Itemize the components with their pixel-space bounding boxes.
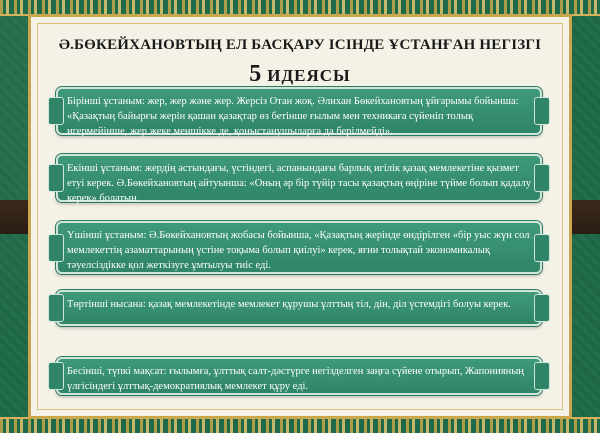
principle-text: Төртінші нысана: қазақ мемлекетінде мемлекет құрушы ұлттың тіл, дін, діл үстемдігі болуы керек.: [67, 299, 511, 310]
principle-card-1: [56, 87, 542, 135]
principle-card-4: [56, 290, 542, 326]
principle-card-2: [56, 154, 542, 202]
principle-card-3: [56, 221, 542, 274]
principle-text: Екінші ұстаным: жердің астындағы, үстіндегі, аспанындағы барлық игілік қазақ мемлекетіне қызмет етуі керек. Ә.Бөкейхановтың айтуынша: «Оның әр бір түйір тасы қазақтың өңіріне түйме болып қадалу керек» болатын.: [67, 163, 531, 204]
slide-subtitle: [31, 61, 569, 88]
ornament-top: [0, 0, 600, 14]
principle-text: Бесінші, түпкі мақсат: ғылымға, ұлттық салт-дәстүрге негізделген заңға сүйене отырып, Жапонияның үлгісіндегі ұлттық-демократиялық мемлекет құру еді.: [67, 366, 524, 392]
slide-title: Ә.БӨКЕЙХАНОВТЫҢ ЕЛ БАСҚАРУ ІСІНДЕ ҰСТАНҒАН НЕГІЗГІ: [58, 37, 542, 53]
ornament-bottom: [0, 419, 600, 433]
principle-text: Бірінші ұстаным: жер, жер және жер. Жерсіз Отан жоқ. Әлихан Бөкейхановтың ұйғарымы бойынша: «Қазақтың байырғы жерін қашан қазақтар өз бетінше ғылым мен техникаға сүйеніп толық игермейінше, жер жеке меншікке де, қоныстанушыларға да берілмейді».: [67, 96, 519, 137]
principle-card-5: [56, 357, 542, 395]
principle-text: Үшінші ұстаным: Ә.Бөкейхановтың жобасы бойынша, «Қазақтың жерінде өндірілген «бір уыс жүн сол мемлекеттің азаматтарының үстіне тоқыма болып қиілуі» керек, яғни толықтай экономикалық тәуелсіздікке қол жеткізуге ұмтылуы тиіс еді.: [67, 230, 530, 271]
subtitle-number: 5: [249, 61, 262, 87]
subtitle-word: ИДЕЯСЫ: [267, 66, 351, 85]
